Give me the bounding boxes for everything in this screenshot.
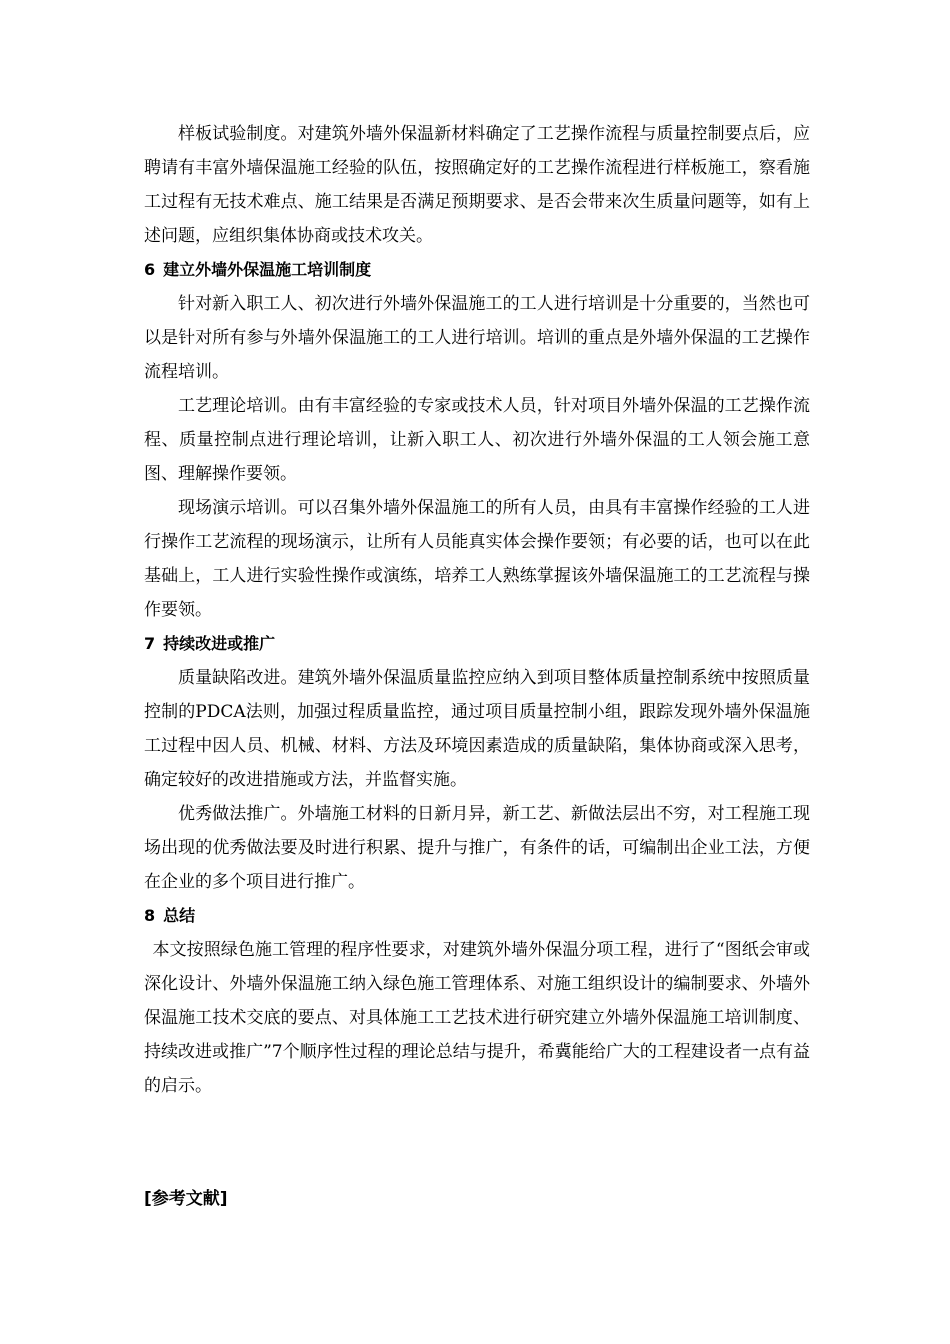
section-heading-8: [144, 899, 810, 933]
section-number: 8: [144, 906, 156, 925]
section-title: 建立外墙外保温施工培训制度: [163, 260, 372, 279]
section-heading-7: [144, 627, 810, 661]
paragraph-best-practice: 优秀做法推广。外墙施工材料的日新月异，新工艺、新做法层出不穷，对工程施工现场出现的优秀做法要及时进行积累、提升与推广，有条件的话，可编制出企业工法，方便在企业的多个项目进行推广。: [144, 804, 810, 892]
section-number: 6: [144, 260, 156, 279]
paragraph-training-intro: 针对新入职工人、初次进行外墙外保温施工的工人进行培训是十分重要的，当然也可以是针对所有参与外墙外保温施工的工人进行培训。培训的重点是外墙外保温的工艺操作流程培训。: [144, 294, 810, 382]
paragraph-defect-improvement: 质量缺陷改进。建筑外墙外保温质量监控应纳入到项目整体质量控制系统中按照质量控制的PDCA法则，加强过程质量监控，通过项目质量控制小组，跟踪发现外墙外保温施工过程中因人员、机械、材料、方法及环境因素造成的质量缺陷，集体协商或深入思考，确定较好的改进措施或方法，并监督实施。: [144, 668, 810, 790]
paragraph-demo-training: 现场演示培训。可以召集外墙外保温施工的所有人员，由具有丰富操作经验的工人进行操作工艺流程的现场演示，让所有人员能真实体会操作要领；有必要的话，也可以在此基础上，工人进行实验性操作或演练，培养工人熟练掌握该外墙保温施工的工艺流程与操作要领。: [144, 498, 810, 620]
paragraph-summary: 本文按照绿色施工管理的程序性要求，对建筑外墙外保温分项工程，进行了“图纸会审或深化设计、外墙外保温施工纳入绿色施工管理体系、对施工组织设计的编制要求、外墙外保温施工技术交底的要点、对具体施工工艺技术进行研究建立外墙外保温施工培训制度、持续改进或推广”7个顺序性过程的理论总结与提升，希冀能给广大的工程建设者一点有益的启示。: [144, 940, 810, 1096]
paragraph-sample-test: 样板试验制度。对建筑外墙外保温新材料确定了工艺操作流程与质量控制要点后，应聘请有丰富外墙保温施工经验的队伍，按照确定好的工艺操作流程进行样板施工，察看施工过程有无技术难点、施工结果是否满足预期要求、是否会带来次生质量问题等，如有上述问题，应组织集体协商或技术攻关。: [144, 124, 810, 246]
document-body: [144, 117, 810, 1103]
section-number: 7: [144, 634, 156, 653]
section-heading-6: [144, 253, 810, 287]
references-heading: [参考文献]: [144, 1189, 228, 1209]
section-title: 总结: [163, 906, 196, 925]
paragraph-theory-training: 工艺理论培训。由有丰富经验的专家或技术人员，针对项目外墙外保温的工艺操作流程、质量控制点进行理论培训，让新入职工人、初次进行外墙外保温的工人领会施工意图、理解操作要领。: [144, 396, 810, 484]
section-title: 持续改进或推广: [163, 634, 276, 653]
